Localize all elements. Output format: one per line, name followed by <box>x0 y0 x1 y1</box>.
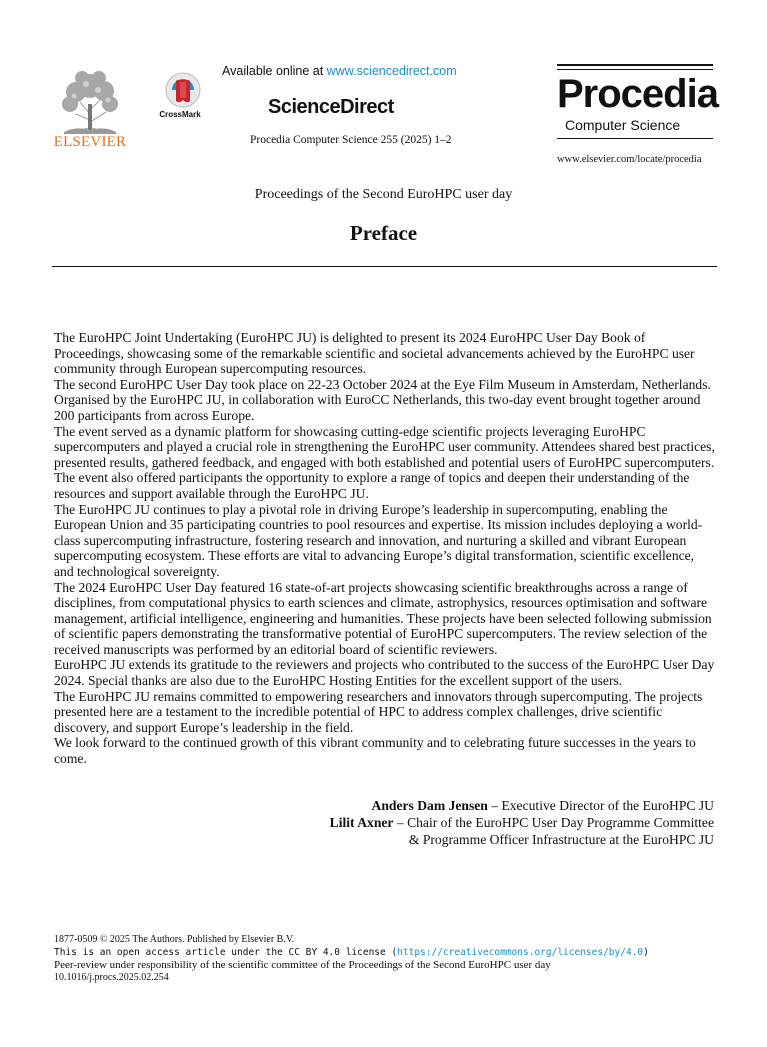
signature-continuation: & Programme Officer Infrastructure at the EuroHPC JU <box>408 832 714 847</box>
procedia-title: Procedia <box>557 72 718 116</box>
license-link[interactable]: https://creativecommons.org/licenses/by/4.0 <box>397 946 644 958</box>
procedia-masthead <box>557 64 718 139</box>
signatory-name: Lilit Axner <box>329 815 394 830</box>
license-prefix: This is an open access article under the CC BY 4.0 license ( <box>54 946 398 958</box>
signature-line <box>200 797 714 814</box>
signatory-role: – Chair of the EuroHPC User Day Programme Committee <box>393 815 714 830</box>
paragraph: We look forward to the continued growth of this vibrant community and to celebrating future successes in the years to come. <box>54 735 696 767</box>
paragraph: The EuroHPC JU continues to play a pivotal role in driving Europe’s leadership in supercomputing, enabling the European Union and 35 participating countries to pool resources and expertise. Its mission includes deploying a world-class supercomputing infrastructure, fostering research and innovation, and nurturing a skilled and vibrant European supercomputing ecosystem. These efforts are vital to advancing Europe’s digital transformation, scientific excellence, and technological sovereignty. <box>54 501 703 579</box>
proceedings-name: Proceedings of the Second EuroHPC user day <box>254 187 513 202</box>
available-online-prefix: Available online at <box>222 64 327 78</box>
procedia-subtitle: Computer Science <box>565 117 681 133</box>
signatory-name: Anders Dam Jensen <box>371 798 488 813</box>
sciencedirect-logo: ScienceDirect <box>268 96 394 118</box>
issn-copyright: 1877-0509 © 2025 The Authors. Published by Elsevier B.V. <box>54 934 295 945</box>
crossmark-label: CrossMark <box>159 110 201 119</box>
masthead-rule-top <box>557 64 713 66</box>
masthead-rule-top-thin <box>557 69 713 70</box>
paragraph: The EuroHPC Joint Undertaking (EuroHPC JU) is delighted to present its 2024 EuroHPC User Day Book of Proceedings, showcasing some of the remarkable scientific and societal advancements achieved by the EuroHPC user community through European supercomputing resources. <box>54 330 695 377</box>
peer-review-statement: Peer-review under responsibility of the scientific committee of the Proceedings of the Second EuroHPC user day <box>54 959 551 971</box>
available-online <box>222 64 522 78</box>
title-divider <box>52 266 717 267</box>
license-suffix: ) <box>643 946 649 958</box>
masthead-rule-bottom <box>557 138 713 139</box>
license-line <box>54 947 734 960</box>
paragraph: The second EuroHPC User Day took place on 22-23 October 2024 at the Eye Film Museum in Amsterdam, Netherlands. Organised by the EuroHPC JU, in collaboration with EuroCC Netherlands, this two-day event brought together around 200 participants from across Europe. <box>54 376 711 423</box>
article-title: Preface <box>349 221 418 245</box>
sciencedirect-link[interactable]: www.sciencedirect.com <box>326 64 457 78</box>
article-body <box>54 330 716 767</box>
journal-citation: Procedia Computer Science 255 (2025) 1–2 <box>250 134 452 146</box>
signature-line <box>200 814 714 831</box>
paragraph: EuroHPC JU extends its gratitude to the reviewers and projects who contributed to the success of the EuroHPC User Day 2024. Special thanks are also due to the EuroHPC Hosting Entities for the excellent support of the users. <box>54 657 715 689</box>
elsevier-wordmark: ELSEVIER <box>53 134 127 150</box>
journal-homepage-link[interactable]: www.elsevier.com/locate/procedia <box>557 154 702 165</box>
signatures <box>200 797 714 848</box>
signatory-role: – Executive Director of the EuroHPC JU <box>487 798 714 813</box>
doi[interactable]: 10.1016/j.procs.2025.02.254 <box>54 971 169 983</box>
paragraph: The EuroHPC JU remains committed to empowering researchers and innovators through supercomputing. The projects presented here are a testament to the incredible potential of HPC to address complex challenges, drive scientific discovery, and support Europe’s leadership in the field. <box>54 688 703 735</box>
footer <box>54 934 734 984</box>
paragraph: The 2024 EuroHPC User Day featured 16 state-of-art projects showcasing scientific breakthroughs across a range of disciplines, from computational physics to earth sciences and climate, astrophysics, resources optimisation and software management, artificial intelligence, engineering and humanities. These projects have been selected following submission of scientific papers demonstrating the transformative potential of EuroHPC supercomputers. The review selection of the received manuscripts was performed by an editorial board of scientific reviewers. <box>54 579 712 657</box>
paragraph: The event served as a dynamic platform for showcasing cutting-edge scientific projects leveraging EuroHPC supercomputers and played a crucial role in strengthening the EuroHPC user community. Attendees shared best practices, presented results, gathered feedback, and engaged with both established and potential users of EuroHPC supercomputers. The event also offered participants the opportunity to explore a range of topics and deepen their understanding of the resources and support available through the EuroHPC JU. <box>54 423 715 501</box>
